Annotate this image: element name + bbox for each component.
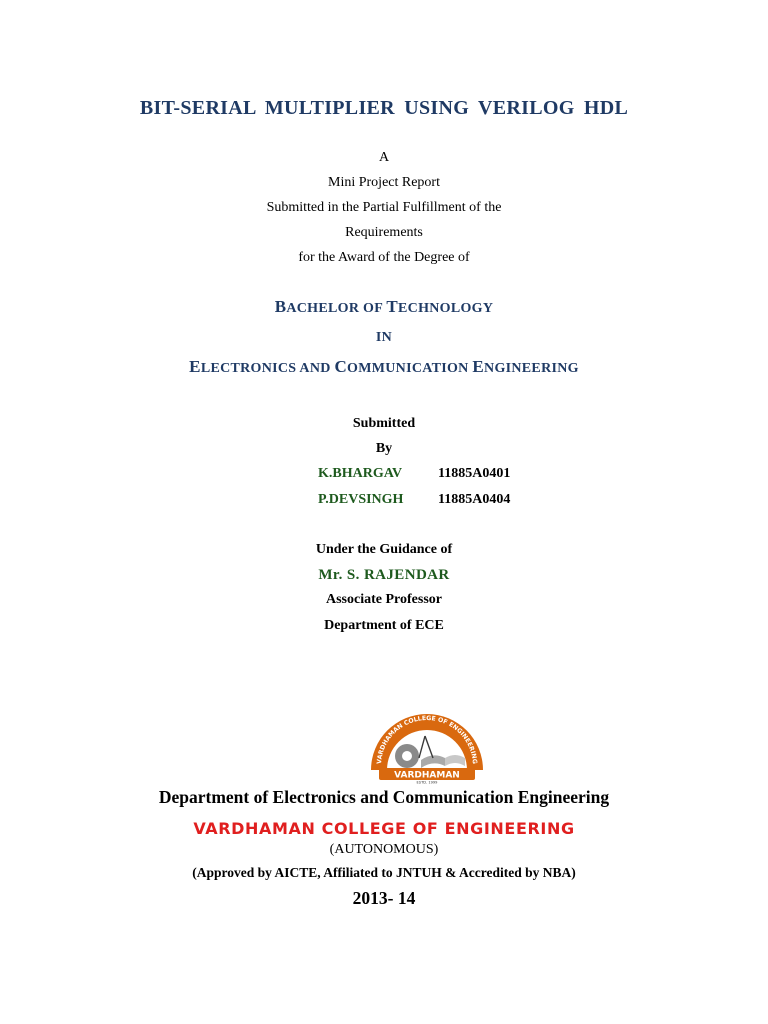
guide-designation: Associate Professor	[326, 592, 442, 607]
logo-banner-text: VARDHAMAN	[394, 770, 460, 781]
department-name: Department of Electronics and Communication Engineering	[158, 787, 610, 807]
intro-line-report: Mini Project Report	[328, 175, 440, 190]
submitted-by: By	[375, 441, 393, 456]
submitted-label: Submitted	[352, 416, 416, 431]
branch-rest-3: NGINEERING	[484, 361, 579, 376]
branch-rest-2: OMMUNICATION	[347, 361, 473, 376]
logo-compass-icon	[425, 736, 433, 758]
student-2-name: P.DEVSINGH	[318, 492, 404, 507]
degree-cap-b: B	[274, 297, 287, 316]
intro-line-award: for the Award of the Degree of	[298, 250, 470, 265]
branch-cap-c: C	[334, 357, 348, 376]
logo-estd-text: ESTD. 1999	[416, 780, 438, 784]
intro-line-fulfillment: Submitted in the Partial Fulfillment of the	[266, 200, 502, 215]
branch-cap-e1: E	[189, 357, 201, 376]
degree-rest-1: ACHELOR OF	[286, 301, 387, 316]
approval-line: (Approved by AICTE, Affiliated to JNTUH & Accredited by NBA)	[192, 865, 576, 880]
branch-cap-e2: E	[472, 357, 485, 376]
logo-ring-text: VARDHAMAN COLLEGE OF ENGINEERING	[376, 714, 479, 765]
degree-title	[0, 297, 768, 317]
student-1-name: K.BHARGAV	[318, 466, 403, 481]
degree-cap-t: T	[386, 297, 399, 316]
intro-line-a: A	[378, 150, 390, 165]
guide-name: Mr. S. RAJENDAR	[318, 567, 450, 583]
college-logo	[367, 708, 487, 784]
academic-year: 2013- 14	[352, 888, 416, 908]
student-2-roll: 11885A0404	[438, 492, 511, 507]
guide-department: Department of ECE	[324, 618, 444, 633]
guidance-label: Under the Guidance of	[315, 542, 453, 557]
report-title: BIT-SERIAL MULTIPLIER USING VERILOG HDL	[139, 97, 629, 119]
degree-in: IN	[375, 330, 393, 345]
autonomous-status: (AUTONOMOUS)	[329, 842, 439, 857]
intro-line-requirements: Requirements	[345, 225, 423, 240]
degree-rest-2: ECHNOLOGY	[398, 301, 494, 316]
college-name: VARDHAMAN COLLEGE OF ENGINEERING	[193, 819, 575, 838]
branch-title	[0, 357, 768, 377]
student-1-roll: 11885A0401	[438, 466, 511, 481]
branch-rest-1: LECTRONICS AND	[200, 361, 335, 376]
